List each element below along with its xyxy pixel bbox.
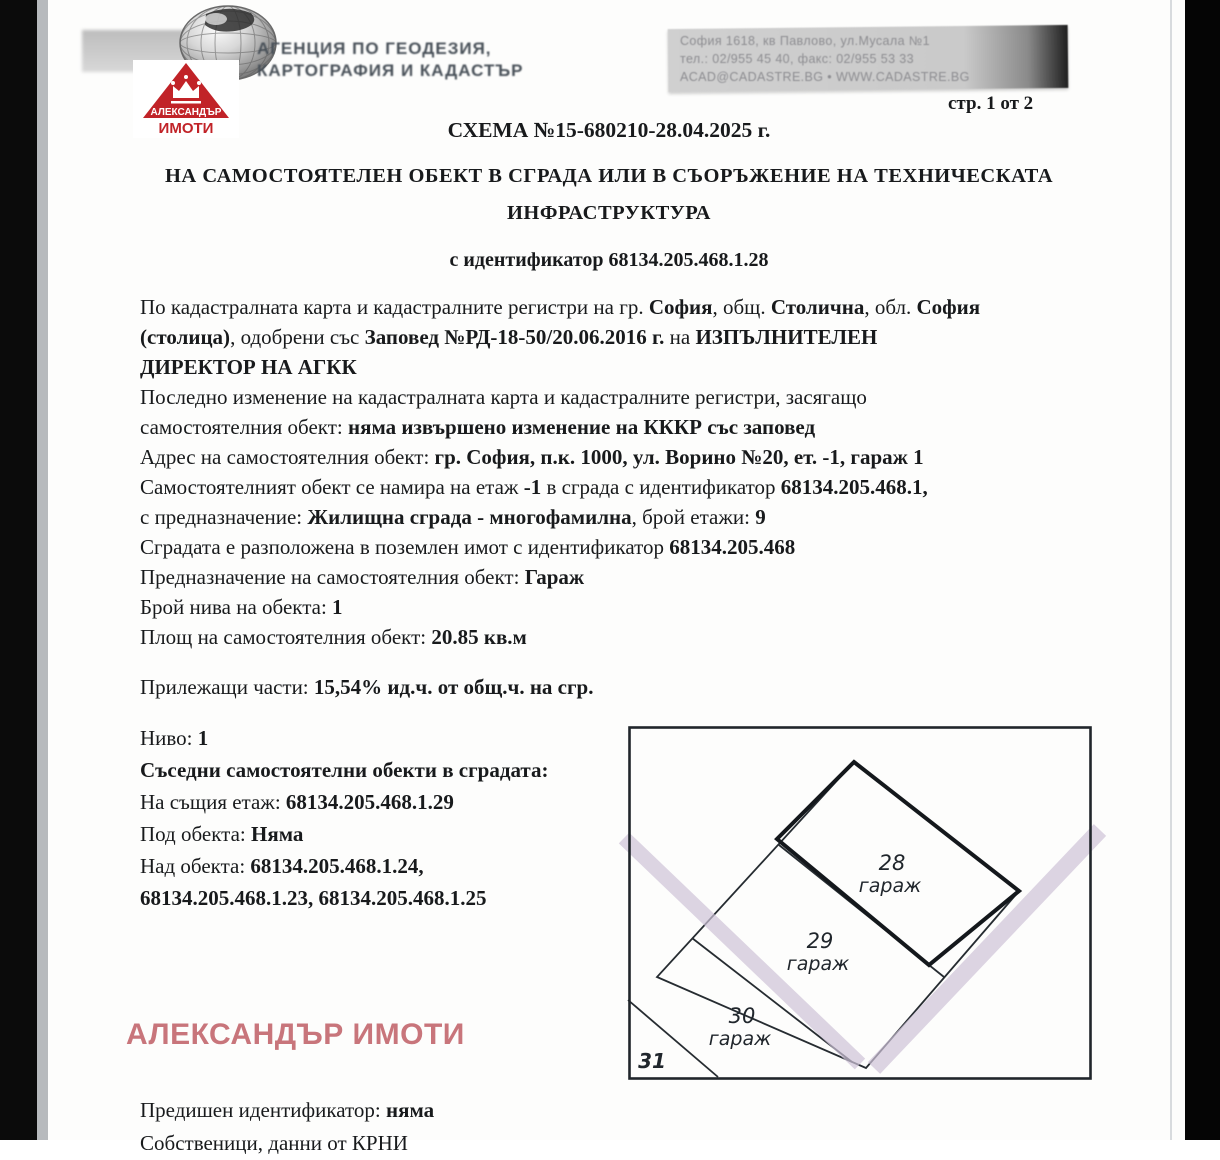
realtor-watermark-text: АЛЕКСАНДЪР ИМОТИ [126,1018,465,1051]
contact-phone: тел.: 02/955 45 40, факс: 02/955 53 33 [680,52,914,66]
text-segment: По кадастралната карта и кадастралните регистри на гр. [140,295,649,319]
agency-name-line2: КАРТОГРАФИЯ И КАДАСТЪР [257,61,524,80]
scheme-number-title: СХЕМА №15-680210-28.04.2025 г. [447,118,771,142]
scan-border-left [0,0,37,1140]
document-line [140,382,1120,412]
text-segment: Съседни самостоятелни обекти в сградата: [140,758,549,782]
levels-and-neighbours-block [140,722,640,914]
document-footer [140,1094,840,1160]
document-line [140,850,640,882]
document-heading-line2: ИНФРАСТРУКТУРА [506,202,711,224]
document-line [140,442,1120,472]
text-segment: Под обекта: [140,822,251,846]
document-line [140,532,1120,562]
contact-address: София 1618, кв Павлово, ул.Мусала №1 [680,34,930,48]
page-edge-shadow [1170,0,1172,1140]
text-segment: 68134.205.468.1.29 [285,790,454,814]
document-line [140,352,1120,382]
text-segment: Собственици, данни от КРНИ [140,1131,408,1155]
text-segment: ДИРЕКТОР НА АГКК [140,355,357,379]
text-segment: На същия етаж: [140,790,286,814]
scan-border-right [1185,0,1220,1140]
scan-border-left-gray [37,0,48,1140]
document-line [140,818,640,850]
cadastral-sketch [628,726,1092,1080]
document-line [140,322,1120,352]
text-segment: 68134.205.468.1.23, 68134.205.468.1.25 [140,886,487,910]
text-segment: 1 [197,726,209,750]
parcel-28-type: гараж [858,875,922,897]
document-line [140,592,1120,622]
text-segment: Сградата е разположена в поземлен имот с идентификатор [140,535,670,559]
text-segment: Площ на самостоятелния обект: [140,625,432,649]
agency-name [257,38,524,82]
text-segment: Над обекта: [140,854,251,878]
text-segment: Брой нива на обекта: [140,595,333,619]
text-segment: Прилежащи части: [140,675,314,699]
text-segment: , одобрени със [230,325,365,349]
document-line [140,562,1120,592]
text-segment: в сграда с идентификатор [541,475,781,499]
document-line [140,622,1120,652]
text-segment: 15,54% ид.ч. от общ.ч. на сгр. [313,675,594,699]
realtor-logo-bottom-text: ИМОТИ [158,120,214,137]
parcel-29-number: 29 [806,929,834,953]
text-segment: 9 [755,505,766,529]
text-segment: Столична [770,295,865,319]
page-number: стр. 1 от 2 [948,93,1034,114]
text-segment: няма извършено изменение на КККР със заповед [347,415,816,439]
parcel-30-type: гараж [708,1028,772,1050]
document-heading-line1: НА САМОСТОЯТЕЛЕН ОБЕКТ В СГРАДА ИЛИ В СЪОРЪЖЕНИЕ НА ТЕХНИЧЕСКАТА [164,165,1054,187]
text-segment: (столица) [140,325,231,349]
text-segment: 68134.205.468.1, [780,475,928,499]
parcel-29-type: гараж [786,953,850,975]
agency-contact-block [680,32,970,86]
document-line [140,472,1120,502]
parcel-31-number: 31 [638,1049,666,1073]
text-segment: Последно изменение на кадастралната карта и кадастралните регистри, засягащо [140,385,867,409]
text-segment: 1 [332,595,343,619]
text-segment: Жилищна сграда - многофамилна [307,505,632,529]
text-segment: 20.85 кв.м [431,625,527,649]
text-segment: Самостоятелният обект се намира на етаж [140,475,524,499]
text-segment: Ниво: [140,726,198,750]
text-segment: София [648,295,713,319]
document-line [140,754,640,786]
text-segment: гр. София, п.к. 1000, ул. Ворино №20, ет. -1, гараж 1 [434,445,924,469]
text-segment: няма [386,1098,435,1122]
document-line [140,786,640,818]
document-line [140,412,1120,442]
text-segment: , брой етажи: [631,505,756,529]
text-segment: Предназначение на самостоятелния обект: [140,565,525,589]
agency-name-line1: АГЕНЦИЯ ПО ГЕОДЕЗИЯ, [257,39,492,58]
text-segment: Няма [251,822,304,846]
text-segment: ИЗПЪЛНИТЕЛЕН [695,325,878,349]
object-identifier-line: с идентификатор 68134.205.468.1.28 [449,249,769,271]
document-line [140,292,1120,322]
text-segment: , общ. [712,295,771,319]
text-segment: Предишен идентификатор: [140,1098,387,1122]
document-line [140,722,640,754]
text-segment: -1 [523,475,542,499]
document-line [140,1094,840,1127]
parcel-30-number: 30 [728,1004,756,1028]
document-line [140,1127,840,1160]
text-segment: , обл. [864,295,917,319]
text-segment: на [664,325,696,349]
text-segment: 68134.205.468 [669,535,796,559]
text-segment: 68134.205.468.1.24, [250,854,424,878]
text-segment: София [916,295,981,319]
realtor-logo-top-text: АЛЕКСАНДЪР [150,107,222,118]
text-segment: Адрес на самостоятелния обект: [140,445,435,469]
parcel-28-number: 28 [878,851,906,875]
document-line [140,502,1120,532]
text-segment: самостоятелния обект: [140,415,348,439]
text-segment: Гараж [524,565,585,589]
document-line [140,882,640,914]
contact-email-web: ACAD@CADASTRE.BG • WWW.CADASTRE.BG [680,70,970,84]
document-line [140,672,1120,702]
text-segment: с предназначение: [140,505,308,529]
text-segment: Заповед №РД-18-50/20.06.2016 г. [364,325,665,349]
document-body [140,292,1120,702]
